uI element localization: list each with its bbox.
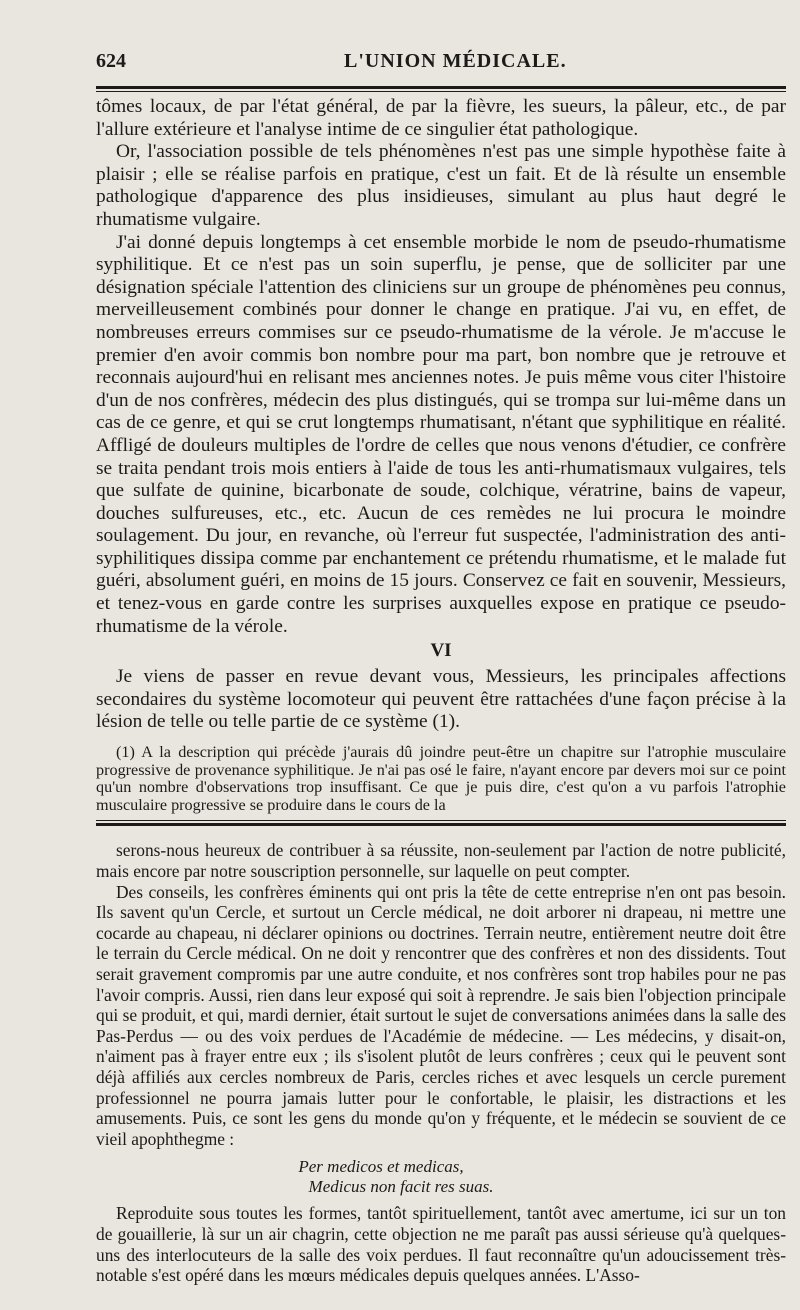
footnote [96, 744, 786, 814]
section-heading: VI [430, 640, 452, 662]
running-title: L'UNION MÉDICALE. [344, 50, 567, 72]
paragraph-review: Je viens de passer en revue devant vous, Messieurs, les principales affections secondaires du système locomoteur qui peuvent être rattachées d'une façon précise à la lésion de telle ou telle partie de ce système (1). [96, 666, 786, 733]
feuilleton-article [96, 840, 786, 1285]
section-divider-thin [96, 820, 786, 821]
article-paragraph-1: serons-nous heureux de contribuer à sa réussite, non-seulement par l'action de notre publicité, mais encore par notre souscription personnelle, sur laquelle on peut compter. [96, 840, 786, 881]
article-paragraph-2: Des conseils, les confrères éminents qui ont pris la tête de cette entreprise n'en ont pas besoin. Ils savent qu'un Cercle, et surtout un Cercle médical, ne doit arborer ni drapeau, ni mettre une cocarde au chapeau, ni déclarer opinions ou doctrines. Terrain neutre, entièrement neutre doit être le terrain du Cercle médical. On ne doit y rencontrer que des confrères et non des dissidents. Tout serait gravement compromis par une autre conduite, et nos confrères sont trop habiles pour ne pas l'avoir compris. Aussi, rien dans leur exposé qui soit à reprendre. Je sais bien l'objection principale qui se produit, et qui, mardi dernier, était surtout le sujet de conversations animées dans la salle des Pas-Perdus — ou des voix perdues de l'Académie de médecine. — Les médecins, y disait-on, n'aiment pas à frayer entre eux ; ils s'isolent plutôt de leurs confrères ; ceux qui le peuvent sont déjà affiliés aux cercles nombreux de Paris, cercles riches et avec lesquels un cercle purement professionnel ne pourra jamais lutter pour le confortable, le plaisir, les distractions et les amusements. Puis, ce sont les gens du monde qu'on y fréquente, et le médecin se souvient de ce vieil apophthegme : [96, 881, 786, 1149]
header-rule [96, 86, 786, 92]
quote-line-1: Per medicos et medicas, [298, 1157, 464, 1177]
quote-line-2: Medicus non facit res suas. [308, 1177, 494, 1197]
latin-quote [96, 1157, 786, 1197]
paragraph-pseudo-rhumatisme: J'ai donné depuis longtemps à cet ensemble morbide le nom de pseudo-rhumatisme syphilitique. Et ce n'est pas un soin superflu, je pense, que de solliciter par une désignation spéciale l'attention des cliniciens sur un groupe de phénomènes peu connus, merveilleusement combinés pour donner le change en pratique. J'ai vu, en effet, de nombreuses erreurs commises sur ce pseudo-rhumatisme de la vérole. Je m'accuse le premier d'en avoir commis bon nombre pour ma part, bon nombre que je retrouve et reconnais aujourd'hui en relisant mes anciennes notes. Je puis même vous citer l'histoire d'un de nos confrères, médecin des plus distingués, qui se trompa sur lui-même dans un cas de ce genre, et qui se crut longtemps rhumatisant, n'étant que syphilitique en réalité. Affligé de douleurs multiples de l'ordre de celles que nous venons d'étudier, ce confrère se traita pendant trois mois entiers à l'aide de tous les anti-rhumatismaux vulgaires, tels que sulfate de quinine, bicarbonate de soude, colchique, vératrine, bains de vapeur, douches sulfureuses, etc., etc. Aucun de ces remèdes ne lui procura le moindre soulagement. Du jour, en revanche, où l'erreur fut suspectée, l'administration des anti-syphilitiques dissipa comme par enchantement ce prétendu rhumatisme, et le malade fut guéri, absolument guéri, en moins de 15 jours. Conservez ce fait en souvenir, Messieurs, et tenez-vous en garde contre les surprises auxquelles expose en pratique ce pseudo-rhumatisme de la vérole. [96, 231, 786, 637]
page-header [96, 44, 786, 84]
paragraph-continuation: tômes locaux, de par l'état général, de par la fièvre, les sueurs, la pâleur, etc., de par l'allure extérieure et l'analyse intime de ce singulier état pathologique. [96, 96, 786, 140]
footnote-text: (1) A la description qui précède j'aurais dû joindre peut-être un chapitre sur l'atrophie musculaire progressive de provenance syphilitique. Je n'ai pas osé le faire, n'ayant encore par devers moi sur ce point qu'un nombre d'observations trop insuffisant. Ce que je puis dire, c'est qu'on a vu parfois l'atrophie musculaire progressive se produire dans le cours de la [96, 743, 786, 814]
main-text [96, 96, 786, 734]
paragraph-association: Or, l'association possible de tels phénomènes n'est pas une simple hypothèse faite à plaisir ; elle se réalise parfois en pratique, c'est un fait. Et de là résulte un ensemble pathologique d'apparence des plus insidieuses, simulant au plus haut degré le rhumatisme vulgaire. [96, 141, 786, 230]
section-divider-thick [96, 823, 786, 826]
article-paragraph-3: Reproduite sous toutes les formes, tantôt spirituellement, tantôt avec amertume, ici sur un ton de gouaillerie, là sur un air chagrin, cette objection ne me paraît pas aussi sérieuse qu'à quelques-uns des interlocuteurs de la salle des voix perdues. Il faut reconnaître qu'un adoucissement très-notable s'est opéré dans les mœurs médicales depuis quelques années. L'Asso- [96, 1203, 786, 1286]
page-number: 624 [96, 50, 126, 72]
